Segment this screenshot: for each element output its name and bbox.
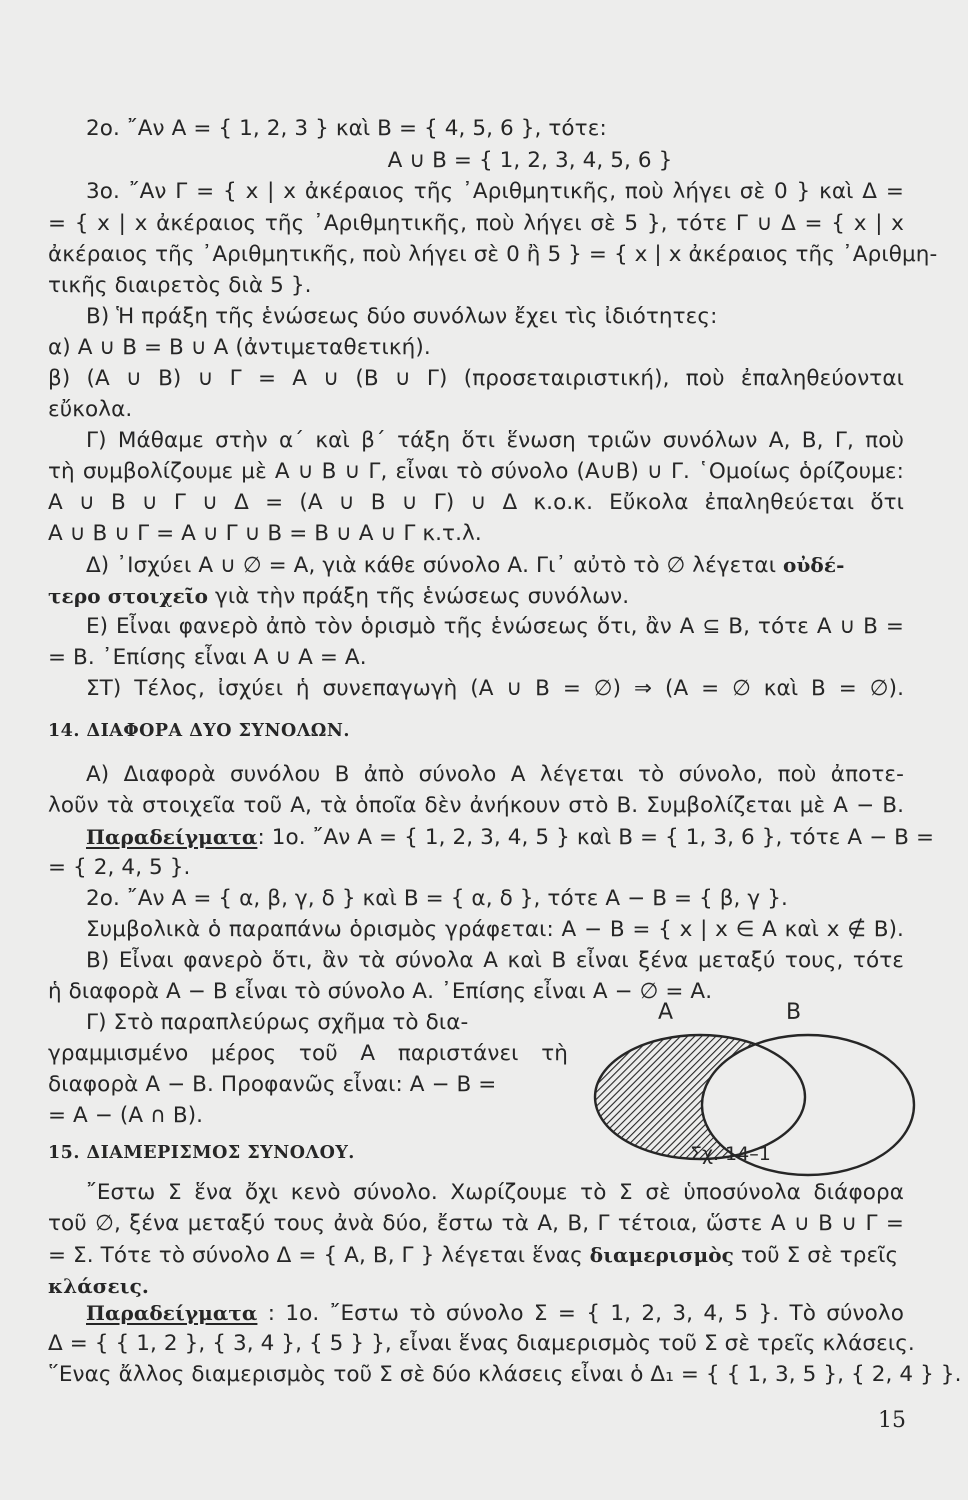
text-line: τὴ συμβολίζουμε μὲ Α ∪ Β ∪ Γ, εἶναι τὸ σύνολο (Α∪Β) ∪ Γ. ῾Ομοίως ὁρίζουμε: bbox=[48, 459, 904, 484]
text-line: = { x | x ἀκέραιος τῆς ᾿Αριθμητικῆς, ποὺ λήγει σὲ 5 }, τότε Γ ∪ Δ = { x | x bbox=[48, 211, 904, 236]
set-label-a: Α bbox=[658, 1000, 674, 1025]
text-line: Γ) Στὸ παραπλεύρως σχῆμα τὸ δια- bbox=[86, 1010, 469, 1035]
text-line: α) Α ∪ Β = Β ∪ Α (ἀντιμεταθετική). bbox=[48, 335, 431, 360]
text-span: : 1ο. ῎Εστω τὸ σύνολο Σ = { 1, 2, 3, 4, 5 }. Τὸ σύνολο bbox=[257, 1301, 904, 1326]
text-line: Β) Ἡ πράξη τῆς ἑνώσεως δύο συνόλων ἔχει τὶς ἰδιότητες: bbox=[86, 304, 718, 329]
venn-diagram bbox=[590, 995, 920, 1195]
bold-term: Παραδείγματα bbox=[86, 825, 258, 849]
text-line: Β) Εἶναι φανερὸ ὅτι, ἂν τὰ σύνολα Α καὶ Β εἶναι ξένα μεταξύ τους, τότε bbox=[86, 948, 904, 973]
text-line: τικῆς διαιρετὸς διὰ 5 }. bbox=[48, 273, 312, 298]
text-line: διαφορὰ Α − Β. Προφανῶς εἶναι: Α − Β = bbox=[48, 1072, 497, 1097]
text-line: ΣΤ) Τέλος, ἰσχύει ἡ συνεπαγωγὴ (Α ∪ Β = ∅) ⇒ (Α = ∅ καὶ Β = ∅). bbox=[86, 676, 904, 701]
bold-term: διαμερισμὸς bbox=[589, 1243, 734, 1267]
figure-caption: Σχ. 14–1 bbox=[690, 1143, 771, 1165]
text-line: = Β. ᾿Επίσης εἶναι Α ∪ Α = Α. bbox=[48, 645, 367, 670]
text-line: Α ∪ Β = { 1, 2, 3, 4, 5, 6 } bbox=[387, 148, 673, 173]
page-number: 15 bbox=[878, 1408, 906, 1433]
text-line: Ε) Εἶναι φανερὸ ἀπὸ τὸν ὁρισμὸ τῆς ἑνώσεως ὅτι, ἂν Α ⊆ Β, τότε Α ∪ Β = bbox=[86, 614, 904, 639]
text-line: 2ο. ῎Αν Α = { 1, 2, 3 } καὶ Β = { 4, 5, 6 }, τότε: bbox=[86, 116, 607, 141]
text-line: τοῦ ∅, ξένα μεταξύ τους ἀνὰ δύο, ἔστω τὰ Α, Β, Γ τέτοια, ὥστε Α ∪ Β ∪ Γ = bbox=[48, 1211, 904, 1236]
text-line bbox=[48, 1240, 904, 1271]
section-heading: 14. ΔΙΑΦΟΡΑ ΔΥΟ ΣΥΝΟΛΩΝ. bbox=[48, 721, 350, 741]
text-span: : 1ο. ῎Αν Α = { 1, 2, 3, 4, 5 } καὶ Β = { 1, 3, 6 }, τότε Α − Β = bbox=[257, 825, 935, 850]
bold-term: Παραδείγματα bbox=[86, 1301, 258, 1325]
bold-term: τερο στοιχεῖο bbox=[48, 584, 209, 608]
text-span: τοῦ Σ σὲ τρεῖς bbox=[733, 1243, 899, 1268]
text-line: Α ∪ Β ∪ Γ = Α ∪ Γ ∪ Β = Β ∪ Α ∪ Γ κ.τ.λ. bbox=[48, 521, 482, 546]
text-line bbox=[86, 822, 935, 853]
set-label-b: Β bbox=[786, 1000, 802, 1025]
text-line: β) (Α ∪ Β) ∪ Γ = Α ∪ (Β ∪ Γ) (προσεταιριστική), ποὺ ἐπαληθεύονται bbox=[48, 366, 904, 391]
text-span: Δ) ᾿Ισχύει Α ∪ ∅ = Α, γιὰ κάθε σύνολο Α. Γι᾿ αὐτὸ τὸ ∅ λέγεται bbox=[86, 553, 777, 578]
text-line: Α) Διαφορὰ συνόλου Β ἀπὸ σύνολο Α λέγεται τὸ σύνολο, ποὺ ἀποτε- bbox=[86, 762, 904, 787]
text-line: Γ) Μάθαμε στὴν α΄ καὶ β΄ τάξη ὅτι ἕνωση τριῶν συνόλων Α, Β, Γ, ποὺ bbox=[86, 428, 904, 453]
text-line: Δ = { { 1, 2 }, { 3, 4 }, { 5 } }, εἶναι ἕνας διαμερισμὸς τοῦ Σ σὲ τρεῖς κλάσεις. bbox=[48, 1331, 915, 1356]
bold-term: κλάσεις. bbox=[48, 1274, 149, 1298]
text-line: 2ο. ῎Αν Α = { α, β, γ, δ } καὶ Β = { α, δ }, τότε Α − Β = { β, γ }. bbox=[86, 886, 788, 911]
text-line: = Α − (Α ∩ Β). bbox=[48, 1103, 204, 1128]
text-line: 3ο. ῎Αν Γ = { x | x ἀκέραιος τῆς ᾿Αριθμητικῆς, ποὺ λήγει σὲ 0 } καὶ Δ = bbox=[86, 179, 904, 204]
bold-term: οὐδέ- bbox=[783, 553, 845, 577]
text-line: Α ∪ Β ∪ Γ ∪ Δ = (Α ∪ Β ∪ Γ) ∪ Δ κ.ο.κ. Εὔκολα ἐπαληθεύεται ὅτι bbox=[48, 490, 904, 515]
text-line bbox=[86, 1298, 904, 1329]
text-span: γιὰ τὴν πράξη τῆς ἑνώσεως συνόλων. bbox=[208, 584, 630, 609]
section-heading: 15. ΔΙΑΜΕΡΙΣΜΟΣ ΣΥΝΟΛΟΥ. bbox=[48, 1143, 355, 1163]
text-line: ῞Ενας ἄλλος διαμερισμὸς τοῦ Σ σὲ δύο κλάσεις εἶναι ὁ Δ₁ = { { 1, 3, 5 }, { 2, 4 } }. bbox=[48, 1362, 962, 1387]
text-line: ἀκέραιος τῆς ᾿Αριθμητικῆς, ποὺ λήγει σὲ 0 ἢ 5 } = { x | x ἀκέραιος τῆς ᾿Αριθμη- bbox=[48, 242, 938, 267]
text-line bbox=[86, 550, 904, 581]
text-line: ἡ διαφορὰ Α − Β εἶναι τὸ σύνολο Α. ᾿Επίσης εἶναι Α − ∅ = Α. bbox=[48, 979, 713, 1004]
text-line: = { 2, 4, 5 }. bbox=[48, 855, 191, 880]
text-line: Συμβολικὰ ὁ παραπάνω ὁρισμὸς γράφεται: Α − Β = { x | x ∈ Α καὶ x ∉ Β). bbox=[86, 917, 904, 942]
text-line: ῎Εστω Σ ἕνα ὄχι κενὸ σύνολο. Χωρίζουμε τὸ Σ σὲ ὑποσύνολα διάφορα bbox=[86, 1180, 904, 1205]
text-line: εὔκολα. bbox=[48, 397, 133, 422]
text-line: γραμμισμένο μέρος τοῦ Α παριστάνει τὴ bbox=[48, 1041, 568, 1066]
text-span: = Σ. Τότε τὸ σύνολο Δ = { Α, Β, Γ } λέγεται ἕνας bbox=[48, 1243, 590, 1268]
text-line bbox=[48, 581, 904, 612]
text-line: λοῦν τὰ στοιχεῖα τοῦ Α, τὰ ὁποῖα δὲν ἀνήκουν στὸ Β. Συμβολίζεται μὲ Α − Β. bbox=[48, 793, 904, 818]
